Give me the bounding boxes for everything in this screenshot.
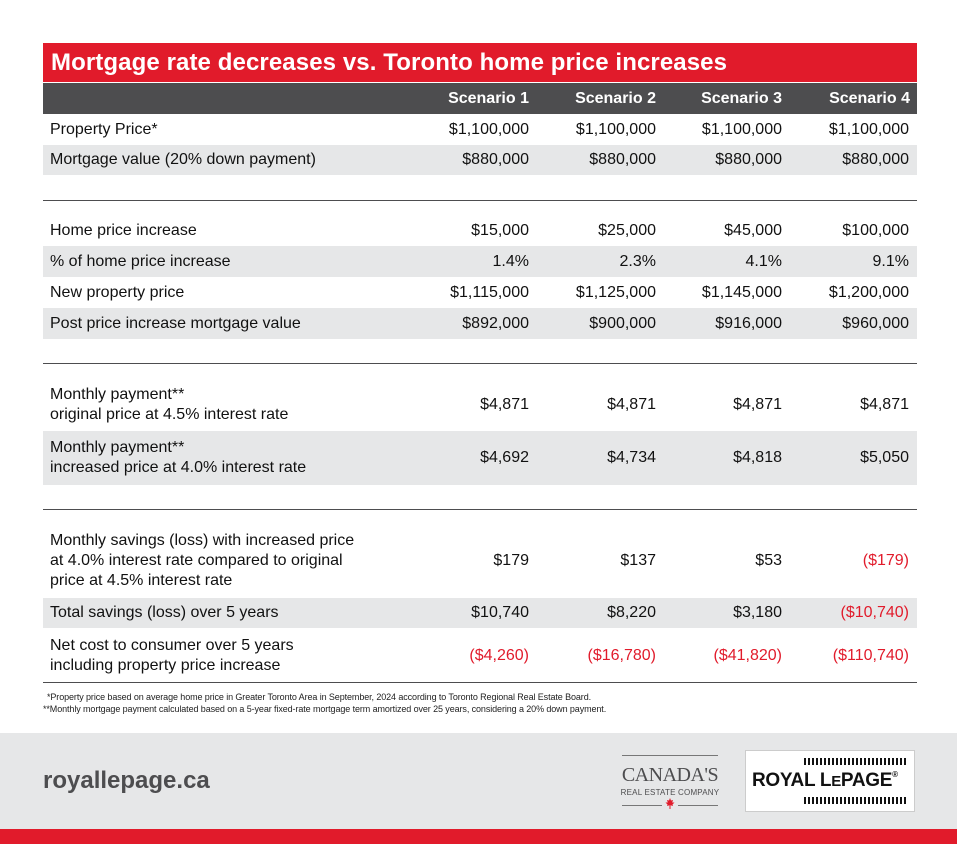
cell-value: $15,000 [471,221,529,239]
cell-value: $1,200,000 [828,283,909,301]
bottom-accent-bar [0,829,957,844]
row-label: Mortgage value (20% down payment) [50,151,316,168]
cell-value-negative: ($10,740) [840,604,909,621]
canadas-real-estate-company-badge [620,755,720,815]
logo-word-e: E [831,773,841,790]
row-label: Home price increase [50,221,197,239]
logo-bars-bottom [804,797,908,804]
table-row [43,277,917,308]
logo-word-page: PAGE [840,770,893,791]
cell-value: $1,115,000 [450,283,529,301]
table-row [43,431,917,485]
row-label-line: original price at 4.5% interest rate [50,406,289,423]
row-label-line: at 4.0% interest rate compared to original [50,552,343,569]
row-label-line: price at 4.5% interest rate [50,572,233,589]
cell-value-negative: ($110,740) [832,647,909,664]
cell-value-negative: ($16,780) [587,647,656,664]
cell-value: $10,740 [471,604,529,621]
page-title: Mortgage rate decreases vs. Toronto home price increases [43,43,917,82]
footnote-property-price: *Property price based on average home price in Greater Toronto Area in September, 2024 according to Toronto Regional Real Estate Board. [47,692,592,702]
footer [0,733,957,829]
cell-value: $4,871 [480,396,529,413]
header-scenario-3: Scenario 3 [701,90,782,107]
row-label-line: increased price at 4.0% interest rate [50,459,307,476]
table-row [43,215,917,246]
cell-value: $100,000 [842,221,909,239]
table-row [43,379,917,431]
cell-value: $960,000 [842,314,909,332]
badge-rule-left [622,805,662,806]
cell-value: $5,050 [860,449,909,466]
table-row [43,114,917,145]
logo-bars-top [804,758,908,765]
cell-value: 4.1% [745,252,782,270]
section-divider [43,509,917,510]
row-label: Total savings (loss) over 5 years [50,604,279,621]
row-label [50,531,354,591]
badge-title: CANADA'S [621,764,719,786]
header-scenario-1: Scenario 1 [448,90,529,107]
maple-leaf-icon [665,798,675,810]
section-divider [43,363,917,364]
badge-subtitle: REAL ESTATE COMPANY [620,788,720,797]
table-row [43,246,917,277]
cell-value: $4,734 [607,449,656,466]
cell-value: $45,000 [724,221,782,239]
cell-value: $1,100,000 [575,120,656,138]
cell-value: $1,100,000 [701,120,782,138]
cell-value: $3,180 [733,604,782,621]
row-label-line: including property price increase [50,657,281,674]
section-divider [43,200,917,201]
cell-value: $4,871 [860,396,909,413]
row-label: Property Price* [50,120,158,138]
cell-value: $4,871 [733,396,782,413]
table-row [43,308,917,339]
table-row [43,524,917,598]
badge-rule-right [678,805,718,806]
royal-lepage-logo [745,750,915,812]
cell-value: 2.3% [619,252,656,270]
cell-value: $916,000 [715,314,782,332]
cell-value: $892,000 [462,314,529,332]
cell-value: $4,692 [480,449,529,466]
cell-value: $137 [620,552,656,569]
row-label: Post price increase mortgage value [50,314,301,332]
cell-value-negative: ($41,820) [713,647,782,664]
cell-value: $4,871 [607,396,656,413]
cell-value: 9.1% [872,252,909,270]
cell-value: $880,000 [462,151,529,168]
row-label: % of home price increase [50,252,231,270]
row-label [50,438,306,478]
table-row [43,630,917,682]
cell-value: $1,100,000 [448,120,529,138]
cell-value: $1,125,000 [575,283,656,301]
cell-value: 1.4% [492,252,529,270]
table-header [43,83,917,114]
logo-wordmark [752,770,912,792]
table-row [43,145,917,175]
row-label-line: Net cost to consumer over 5 years [50,637,294,654]
cell-value: $25,000 [598,221,656,239]
footnote-monthly-payment: **Monthly mortgage payment calculated based on a 5-year fixed-rate mortgage term amortized over 25 years, considering a 20% down payment. [43,704,607,714]
cell-value: $1,100,000 [828,120,909,138]
cell-value: $880,000 [715,151,782,168]
logo-word-royal: ROYAL L [752,770,832,791]
cell-value: $179 [493,552,529,569]
cell-value: $880,000 [589,151,656,168]
cell-value: $900,000 [589,314,656,332]
row-label-line: Monthly savings (loss) with increased price [50,532,355,549]
cell-value: $4,818 [733,449,782,466]
row-label [50,385,288,425]
header-scenario-2: Scenario 2 [575,90,656,107]
cell-value: $880,000 [842,151,909,168]
cell-value-negative: ($179) [862,552,909,569]
row-label [50,636,294,676]
row-label-line: Monthly payment** [50,386,185,403]
cell-value-negative: ($4,260) [469,647,529,664]
header-scenario-4: Scenario 4 [829,90,910,107]
badge-top-rule [622,755,718,756]
website-link[interactable]: royallepage.ca [43,767,210,794]
row-label: New property price [50,283,185,301]
section-divider [43,682,917,683]
row-label-line: Monthly payment** [50,439,185,456]
table-row [43,598,917,628]
cell-value: $1,145,000 [701,283,782,301]
registered-mark: ® [892,770,898,779]
cell-value: $8,220 [607,604,656,621]
cell-value: $53 [755,552,782,569]
